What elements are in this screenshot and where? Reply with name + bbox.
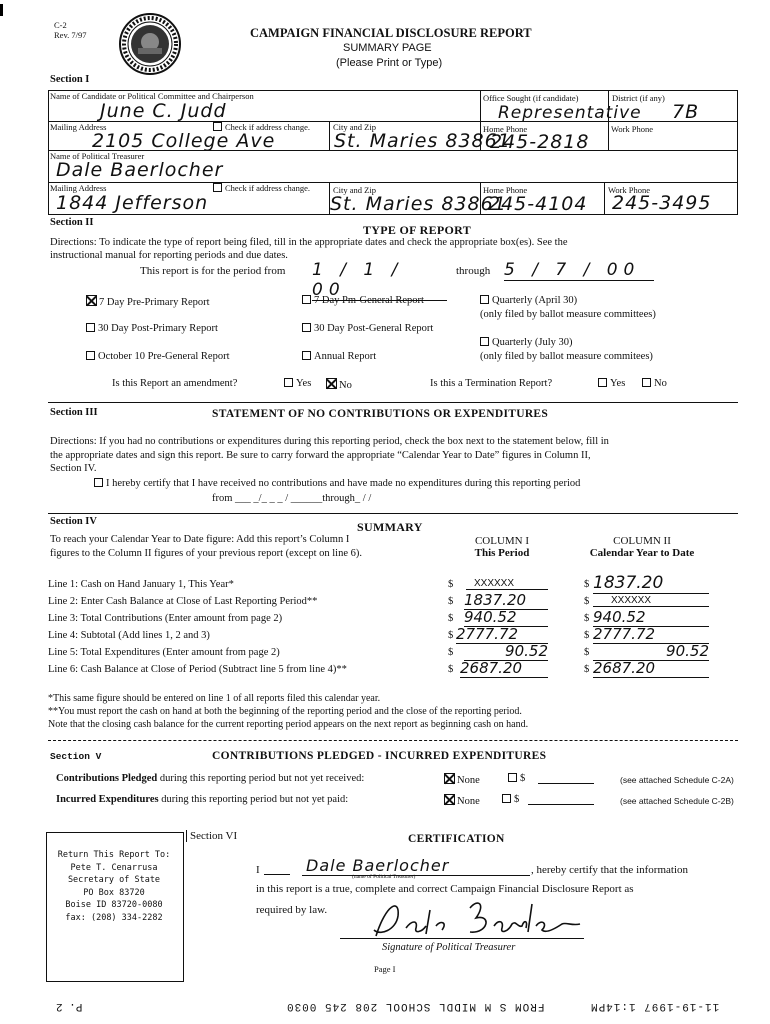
checkbox-icon: [642, 378, 651, 387]
amendment-no[interactable]: [326, 378, 352, 391]
cert-name-caption: (name of Political Treasurer): [352, 874, 416, 880]
incurred-amount-checkbox[interactable]: [502, 794, 519, 805]
cert-text-3: required by law.: [256, 904, 328, 916]
col2-line5-value[interactable]: 90.52: [593, 642, 709, 661]
section1-left-rule: [48, 90, 49, 214]
return-address: [50, 849, 178, 924]
column2-title: COLUMN II: [613, 535, 671, 547]
section5-title: CONTRIBUTIONS PLEDGED - INCURRED EXPENDITURES: [212, 750, 547, 762]
section5-rule: [48, 740, 738, 742]
checked-x-icon: [86, 295, 97, 306]
summary-line-2: Line 2: Enter Cash Balance at Close of Last Reporting Period**: [48, 596, 318, 607]
pledged-none-label: None: [457, 775, 480, 786]
no-contributions-dates[interactable]: from ___ _/_ _ _ / ______through_ / /: [212, 493, 372, 504]
summary-note-1: *This same figure should be entered on line 1 of all reports filed this calendar year.: [48, 693, 381, 704]
cityzip-label: City and Zip: [333, 122, 376, 132]
section6-heading: Section VI: [190, 830, 238, 842]
incurred-desc: during this reporting period but not yet paid:: [161, 794, 349, 805]
checkbox-icon: [86, 351, 95, 360]
col1-line5-value[interactable]: 90.52: [464, 642, 548, 661]
col2-line1-value[interactable]: 1837.20: [593, 573, 709, 594]
opt-quarterly-july[interactable]: [480, 337, 572, 348]
address-field[interactable]: 2105 College Ave: [92, 130, 276, 152]
section1-col-city-rule: [329, 121, 330, 150]
treasurer-field[interactable]: Dale Baerlocher: [56, 159, 224, 181]
section4-intro-2: figures to the Column II figures of your previous report (except on line 6).: [50, 548, 363, 559]
signature-caption: Signature of Political Treasurer: [382, 942, 516, 953]
cert-i-blank: [264, 874, 290, 875]
checkbox-icon: [502, 794, 511, 803]
form-revision: Rev. 7/97: [54, 30, 87, 40]
opt2-label: 7 Day Pm-General Report: [314, 295, 424, 306]
summary-note-3: Note that the closing cash balance for the current reporting period appears on the next report as beginning cash on hand.: [48, 719, 529, 730]
pledged-row: [56, 773, 364, 784]
col2-dollar-5: $: [584, 647, 590, 658]
column1-title: COLUMN I: [474, 535, 530, 547]
pledged-desc: during this reporting period but not yet received:: [159, 773, 365, 784]
col1-dollar-1: $: [448, 579, 454, 590]
opt7-label: October 10 Pre-General Report: [98, 351, 230, 362]
district-label: District (if any): [612, 93, 665, 103]
checkbox-icon: [302, 323, 311, 332]
mailing2-label: Mailing Address: [50, 183, 107, 193]
incurred-amount-field[interactable]: [528, 804, 594, 805]
address-change-label: Check if address change.: [225, 122, 310, 132]
col2-dollar-3: $: [584, 613, 590, 624]
period-through-label: through: [456, 265, 491, 277]
col2-line2-value[interactable]: XXXXXX: [593, 595, 709, 607]
no-label: No: [339, 380, 352, 391]
address-change-label-2: Check if address change.: [225, 183, 310, 193]
col1-line1-value[interactable]: XXXXXX: [466, 578, 548, 590]
summary-line-1: Line 1: Cash on Hand January 1, This Year*: [48, 579, 234, 590]
section2-heading: Section II: [50, 217, 94, 228]
col1-line3-value[interactable]: 940.52: [464, 608, 548, 627]
checkbox-icon: [284, 378, 293, 387]
return-line-3: Secretary of State: [67, 875, 161, 885]
form-code: C-2: [54, 20, 67, 30]
return-line-2: Pete T. Cenarrusa: [70, 862, 158, 873]
section1-heading: Section I: [50, 74, 90, 85]
yes-label: Yes: [296, 378, 312, 389]
col2-dollar-1: $: [584, 579, 590, 590]
termination-yes[interactable]: [598, 378, 625, 389]
page-number: Page I: [374, 964, 396, 974]
opt-30day-post-primary[interactable]: [86, 323, 218, 334]
return-line-4: PO Box 83720: [83, 887, 145, 898]
mailing-label: Mailing Address: [50, 122, 107, 132]
scan-edge-mark: [0, 4, 3, 16]
opt1-label: 7 Day Pre-Primary Report: [99, 297, 210, 308]
section1-right-rule: [737, 90, 738, 214]
certify-label: I hereby certify that I have received no contributions and have made no expenditures during this reporting period: [106, 478, 581, 489]
home-phone-field[interactable]: 245-2818: [490, 131, 590, 153]
checkbox-icon: [302, 351, 311, 360]
home-phone2-label: Home Phone: [483, 185, 528, 195]
column2-subtitle: Calendar Year to Date: [589, 547, 695, 559]
col2-dollar-2: $: [584, 596, 590, 607]
opt6-label: Quarterly (July 30): [492, 337, 573, 348]
summary-note-2: **You must report the cash on hand at both the beginning of the reporting period and the close of the reporting period.: [48, 706, 522, 717]
checkbox-icon: [480, 337, 489, 346]
checkbox-icon: [508, 773, 517, 782]
incurred-row: [56, 794, 348, 805]
col2-line4-value[interactable]: 2777.72: [593, 625, 709, 644]
signature-line: [340, 938, 584, 939]
section5-heading: Section V: [50, 751, 102, 762]
pledged-label: Contributions Pledged: [56, 773, 158, 784]
fax-footer-right: 11-19-1997 1:14PM: [590, 1000, 720, 1012]
incurred-dollar-label: $: [514, 794, 520, 805]
checkbox-icon: [302, 295, 311, 304]
incurred-label: Incurred Expenditures: [56, 794, 159, 805]
cert-i: I: [256, 864, 260, 876]
office-label: Office Sought (if candidate): [483, 93, 579, 103]
col1-line2-value[interactable]: 1837.20: [464, 591, 548, 610]
col1-dollar-3: $: [448, 613, 454, 624]
cert-text-1: , hereby certify that the information: [531, 864, 688, 876]
pledged-none-checkbox[interactable]: [444, 773, 480, 786]
checkbox-icon: [213, 183, 222, 192]
yes2-label: Yes: [610, 378, 626, 389]
col2-dollar-4: $: [584, 630, 590, 641]
section4-rule: [48, 513, 738, 514]
address-change-checkbox-2[interactable]: [213, 183, 310, 193]
fax-footer-center: FROM S M MIDDL SCHOOL 208 245 0030: [286, 1000, 545, 1012]
amendment-question: Is this Report an amendment?: [112, 378, 238, 389]
summary-line-5: Line 5: Total Expenditures (Enter amount from page 2): [48, 647, 280, 658]
summary-line-4: Line 4: Subtotal (Add lines 1, 2 and 3): [48, 630, 210, 641]
checkbox-icon: [598, 378, 607, 387]
checked-x-icon: [444, 794, 455, 805]
section2-directions-1: Directions: To indicate the type of report being filed, till in the appropriate dates and check the appropriate box(es). See the: [50, 237, 568, 248]
col2-dollar-6: $: [584, 664, 590, 675]
incurred-schedule: (see attached Schedule C-2B): [620, 796, 734, 806]
checked-x-icon: [326, 378, 337, 389]
district-field[interactable]: 7B: [672, 101, 700, 123]
section3-rule: [48, 402, 738, 403]
section1-col-work2-rule: [604, 182, 605, 214]
return-line-6: fax: (208) 334-2282: [65, 912, 163, 923]
column1-header: [462, 535, 542, 559]
opt-annual-report[interactable]: [302, 351, 376, 362]
col2-line6-value[interactable]: 2687.20: [593, 659, 709, 678]
home-phone2-field[interactable]: 245-4104: [488, 193, 588, 215]
section4-heading: Section IV: [50, 516, 97, 527]
office-field[interactable]: Representative: [498, 103, 642, 123]
city2-field[interactable]: St. Maries 83861: [330, 193, 507, 215]
checkbox-icon: [480, 295, 489, 304]
section6-divider: [186, 830, 187, 842]
opt5-label: 30 Day Post-General Report: [314, 323, 434, 334]
col1-dollar-2: $: [448, 596, 454, 607]
signature-image[interactable]: [366, 896, 590, 942]
section2-directions-2: instructional manual for reporting periods and due dates.: [50, 250, 288, 261]
section3-title: STATEMENT OF NO CONTRIBUTIONS OR EXPENDITURES: [212, 408, 549, 420]
state-seal-logo: [118, 12, 182, 76]
form-title: CAMPAIGN FINANCIAL DISCLOSURE REPORT: [250, 26, 532, 40]
period-from-field[interactable]: 1 / 1 / 00: [312, 260, 447, 301]
period-label: This report is for the period from: [140, 265, 286, 277]
name-label: Name of Candidate or Political Committee and Chairperson: [50, 91, 254, 101]
col1-dollar-4: $: [448, 630, 454, 641]
opt-october-pre-general[interactable]: [86, 351, 230, 362]
work-phone-label: Work Phone: [611, 124, 654, 134]
opt-30day-post-general[interactable]: [302, 323, 433, 334]
opt-quarterly-april[interactable]: [480, 295, 577, 306]
fax-footer-left: P. 2: [56, 1000, 83, 1012]
cert-text-2: in this report is a true, complete and correct Campaign Financial Disclosure Report as: [256, 883, 634, 895]
form-subtitle: SUMMARY PAGE: [343, 42, 432, 54]
no2-label: No: [654, 378, 667, 389]
section4-intro-1: To reach your Calendar Year to Date figure: Add this report’s Column I: [50, 534, 350, 545]
incurred-none-label: None: [457, 796, 480, 807]
pledged-amount-field[interactable]: [538, 783, 594, 784]
amendment-yes[interactable]: [284, 378, 311, 389]
section3-heading: Section III: [50, 407, 98, 418]
opt4-label: 30 Day Post-Primary Report: [98, 323, 218, 334]
return-line-5: Boise ID 83720-0080: [65, 900, 163, 910]
candidate-name-field[interactable]: June C. Judd: [100, 100, 227, 122]
city-field[interactable]: St. Maries 83861: [334, 130, 511, 152]
col1-line6-value[interactable]: 2687.20: [460, 659, 548, 678]
address2-field[interactable]: 1844 Jefferson: [56, 192, 209, 214]
section6-title: CERTIFICATION: [408, 833, 505, 845]
section2-title: TYPE OF REPORT: [363, 223, 472, 237]
pledged-amount-checkbox[interactable]: [508, 773, 525, 784]
summary-line-3: Line 3: Total Contributions (Enter amount from page 2): [48, 613, 283, 624]
column2-header: [572, 535, 712, 559]
section3-dir-1: Directions: If you had no contributions or expenditures during this reporting period, check the box next to the statement below, fill in: [50, 436, 609, 447]
pledged-schedule: (see attached Schedule C-2A): [620, 775, 734, 785]
incurred-none-checkbox[interactable]: [444, 794, 480, 807]
checked-x-icon: [444, 773, 455, 784]
opt-7day-pre-primary[interactable]: [86, 295, 210, 308]
opt-7day-post-general[interactable]: [302, 295, 424, 306]
summary-line-6: Line 6: Cash Balance at Close of Period (Subtract line 5 from line 4)**: [48, 664, 347, 675]
termination-no[interactable]: [642, 378, 667, 389]
cityzip2-label: City and Zip: [333, 185, 376, 195]
section3-dir-3: Section IV.: [50, 463, 97, 474]
checkbox-icon: [86, 323, 95, 332]
home-phone-label: Home Phone: [483, 124, 528, 134]
section3-dir-2: the appropriate dates and sign this report. Be sure to carry forward the appropriate “Calendar Year to Date” figures in Column II,: [50, 450, 591, 461]
period-to-field[interactable]: 5 / 7 / 00: [504, 260, 654, 281]
work-phone2-label: Work Phone: [608, 185, 651, 195]
cert-name-field[interactable]: Dale Baerlocher: [302, 856, 530, 876]
opt3-label: Quarterly (April 30): [492, 295, 578, 306]
treasurer-label: Name of Political Treasurer: [50, 151, 145, 161]
column1-subtitle: This Period: [474, 547, 530, 559]
termination-question: Is this a Termination Report?: [430, 378, 553, 389]
section4-title: SUMMARY: [357, 520, 423, 534]
col2-line3-value[interactable]: 940.52: [593, 608, 709, 627]
section1-row3-rule: [48, 182, 738, 183]
opt6-note: (only filed by ballot measure commitees): [480, 351, 653, 362]
opt3-note: (only filed by ballot measure committees): [480, 309, 656, 320]
form-instruction: (Please Print or Type): [336, 57, 443, 69]
checkbox-icon: [94, 478, 103, 487]
col1-line4-value[interactable]: 2777.72: [456, 625, 548, 644]
pledged-dollar-label: $: [520, 773, 526, 784]
col1-dollar-6: $: [448, 664, 454, 675]
return-line-1: Return This Report To:: [57, 850, 171, 860]
col1-dollar-5: $: [448, 647, 454, 658]
opt8-label: Annual Report: [314, 351, 377, 362]
work-phone2-field[interactable]: 245-3495: [612, 192, 712, 214]
no-contributions-checkbox[interactable]: [94, 478, 580, 489]
